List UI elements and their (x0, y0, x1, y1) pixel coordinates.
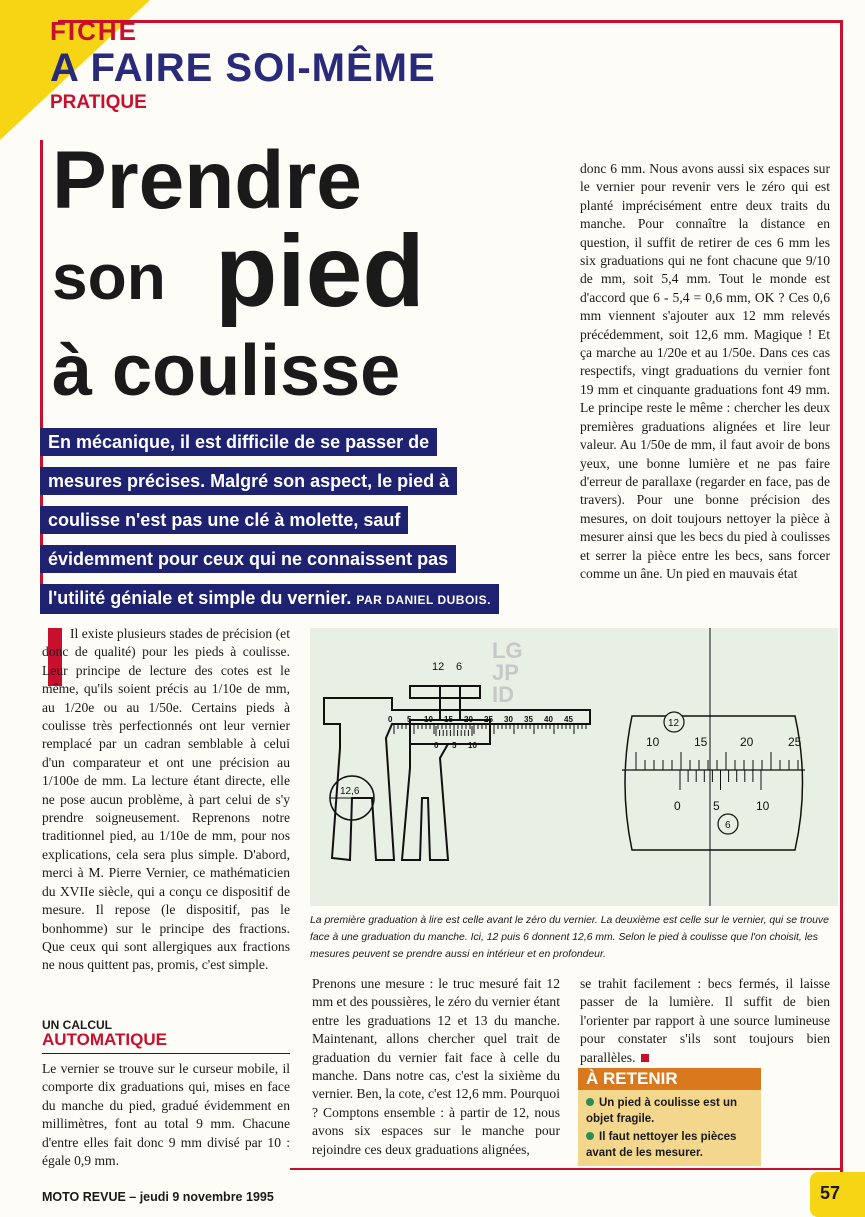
vernier-scale-label: 0 (434, 741, 439, 750)
kicker-faire-soi-meme: A FAIRE SOI-MÊME (50, 46, 436, 90)
frame-line-right (840, 20, 843, 1180)
frame-line-top (58, 20, 843, 23)
page-number: 57 (820, 1183, 841, 1203)
vernier-diagram (310, 628, 838, 906)
body-column-middle: Prenons une mesure : le truc mesuré fait 12 mm et des poussières, le zéro du vernier étant entre les graduations 12 et 13 du manche. Maintenant, allons chercher quel trait de graduation du vernier fait face à celle du manche. Dans notre cas, c'est la sixième du vernier. Ben, la cote, c'est 12,6 mm. Pourquoi ? Comptons ensemble : à partir de 12, nous avons six espaces sur le manche pour rejoindre ces deux graduations alignées, (312, 976, 560, 1157)
dek-line: évidemment pour ceux qui ne connaissent pas (40, 545, 456, 573)
watermark-text: JP (492, 660, 519, 685)
subhead-small: UN CALCUL (42, 1018, 112, 1032)
main-scale-label: 15 (444, 715, 453, 724)
title-word-son: son (52, 241, 166, 313)
dimension-label: 12,6 (340, 786, 360, 797)
retenir-item-text: Un pied à coulisse est un objet fragile. (586, 1097, 738, 1125)
retenir-item-text: Il faut nettoyer les pièces avant de les mesurer. (586, 1131, 737, 1159)
main-scale-label: 5 (407, 715, 412, 724)
body-column-left (42, 625, 290, 975)
retenir-box-title: À RETENIR (578, 1068, 761, 1090)
vernier-scale-label: 10 (468, 741, 477, 750)
watermark-text: LG (492, 638, 523, 663)
zoom-circle-bottom: 6 (725, 820, 731, 831)
frame-line-bottom (290, 1168, 843, 1170)
bullet-icon (586, 1098, 594, 1106)
body-text: se trahit facilement : becs fermés, il laisse passer de la lumière. Il suffit de bien l'orienter par rapport à une source lumineuse pour constater s'ils sont toujours bien parallèles. (580, 976, 830, 1065)
dek-line: En mécanique, il est difficile de se passer de (40, 428, 437, 456)
main-scale-label: 30 (504, 715, 513, 724)
main-scale-label: 35 (524, 715, 533, 724)
main-scale-label: 0 (388, 715, 393, 724)
body-column-right-bottom (580, 975, 830, 1067)
title-word-pied: pied (215, 214, 425, 328)
body-column-left-bottom: Le vernier se trouve sur le curseur mobile, il comporte dix graduations qui, mises en face du manche du pied, gradué évidemment en millimètres, font au total 9 mm. Chacune d'entre elles fait donc 9 mm divisé par 10 : égale 0,9 mm. (42, 1061, 290, 1169)
zoom-circle-top: 12 (668, 718, 680, 729)
dek-line: mesures précises. Malgré son aspect, le pied à (40, 467, 457, 495)
body-paragraph-intro: Il existe plusieurs stades de précision (et donc de qualité) pour les pieds à coulisse. Leur principe de lecture des cotes est le même, qu'ils soient précis au 1/10e de mm, au 1/20e ou au 1/50e. Certains pieds à coulisse très perfectionnés ont leur vernier remplacé par un cadran semblable à celui d'un comparateur et ont une précision au 1/100e de mm. La lecture étant directe, elle ne pose aucun problème, à part celui de s'y prendre soigneusement. Reprenons notre traditionnel pied, au 1/10e de mm, pour nos explications, cela sera plus simple. D'abord, merci à M. Pierre Vernier, ce mathématicien du XVIIe siècle, qui a conçu ce dispositif de mesure. Il repose (le dispositif, pas le bonhomme) sur le principe des fractions. Que ceux qui sont allergiques aux fractions ne nous quittent pas, promis, c'est simple. (42, 626, 290, 973)
main-scale-label: 45 (564, 715, 573, 724)
main-scale-label: 10 (424, 715, 433, 724)
watermark-text: ID (492, 682, 514, 707)
top-label: 6 (456, 661, 463, 673)
zoom-main-label: 25 (788, 735, 802, 749)
footer-publication: MOTO REVUE – jeudi 9 novembre 1995 (42, 1190, 274, 1204)
main-scale-label: 40 (544, 715, 553, 724)
vernier-scale-label: 5 (452, 741, 457, 750)
kicker-fiche: FICHE (50, 16, 138, 46)
zoom-main-label: 15 (694, 735, 708, 749)
main-scale-label: 20 (464, 715, 473, 724)
zoom-main-label: 20 (740, 735, 754, 749)
end-mark-icon (641, 1054, 649, 1062)
dek-line-text: l'utilité géniale et simple du vernier. (48, 588, 352, 608)
bullet-icon (586, 1132, 594, 1140)
article-dek (40, 428, 560, 625)
figure-caption: La première graduation à lire est celle avant le zéro du vernier. La deuxième est celle sur le vernier, qui se trouve face à une graduation du manche. Ici, 12 puis 6 donnent 12,6 mm. Selon le pied à coulisse que l'on choisit, les mesures peuvent se prendre aussi en intérieur et en profondeur. (310, 915, 829, 960)
zoom-main-label: 10 (646, 735, 660, 749)
dek-line-last (40, 584, 499, 614)
kicker-pratique: PRATIQUE (50, 92, 147, 113)
retenir-item (586, 1095, 756, 1127)
body-column-right-top: donc 6 mm. Nous avons aussi six espaces sur le vernier pour revenir vers le zéro qui est planté imprécisément entre deux traits du manche. Pour connaître la distance en question, il suffit de retirer de ces 6 mm les six graduations qui ne font chacune que 9/10 de mm, soit 5,4 mm. Tout le monde est d'accord que 6 - 5,4 = 0,6 mm, OK ? Ces 0,6 mm viennent s'ajouter aux 12 mm relevés précédemment, soit 12,6 mm. Magique ! Et ça marche au 1/20e et au 1/50e. Dans ces cas respectifs, vingt graduations du vernier font 19 mm et cinquante graduations font 49 mm. Le principe reste le même : chercher les deux premières graduations alignées et lire leur valeur. Au 1/50e de mm, il faut avoir de bons yeux, une bonne lumière et ne pas faire d'erreur de parallaxe (regarder en face, pas de travers). Pour une bonne précision des mesures, on doit toujours nettoyer la pièce à mesurer ainsi que les becs du pied à coulisses et serrer la pièce entre les becs, sans forcer comme un âne. Un pied en mauvais état (580, 161, 830, 581)
top-label: 12 (432, 661, 445, 673)
retenir-item (586, 1129, 756, 1161)
main-scale-label: 25 (484, 715, 493, 724)
title-word-prendre: Prendre (52, 135, 362, 226)
subhead-rule (42, 1053, 290, 1054)
zoom-vernier-label: 10 (756, 799, 770, 813)
zoom-vernier-label: 0 (674, 799, 681, 813)
vernier-illustration (310, 628, 838, 906)
byline: PAR DANIEL DUBOIS. (356, 593, 491, 607)
subhead-big: AUTOMATIQUE (42, 1030, 167, 1049)
title-word-a-coulisse: à coulisse (52, 331, 401, 411)
dek-line: coulisse n'est pas une clé à molette, sauf (40, 506, 408, 534)
zoom-vernier-label: 5 (713, 799, 720, 813)
